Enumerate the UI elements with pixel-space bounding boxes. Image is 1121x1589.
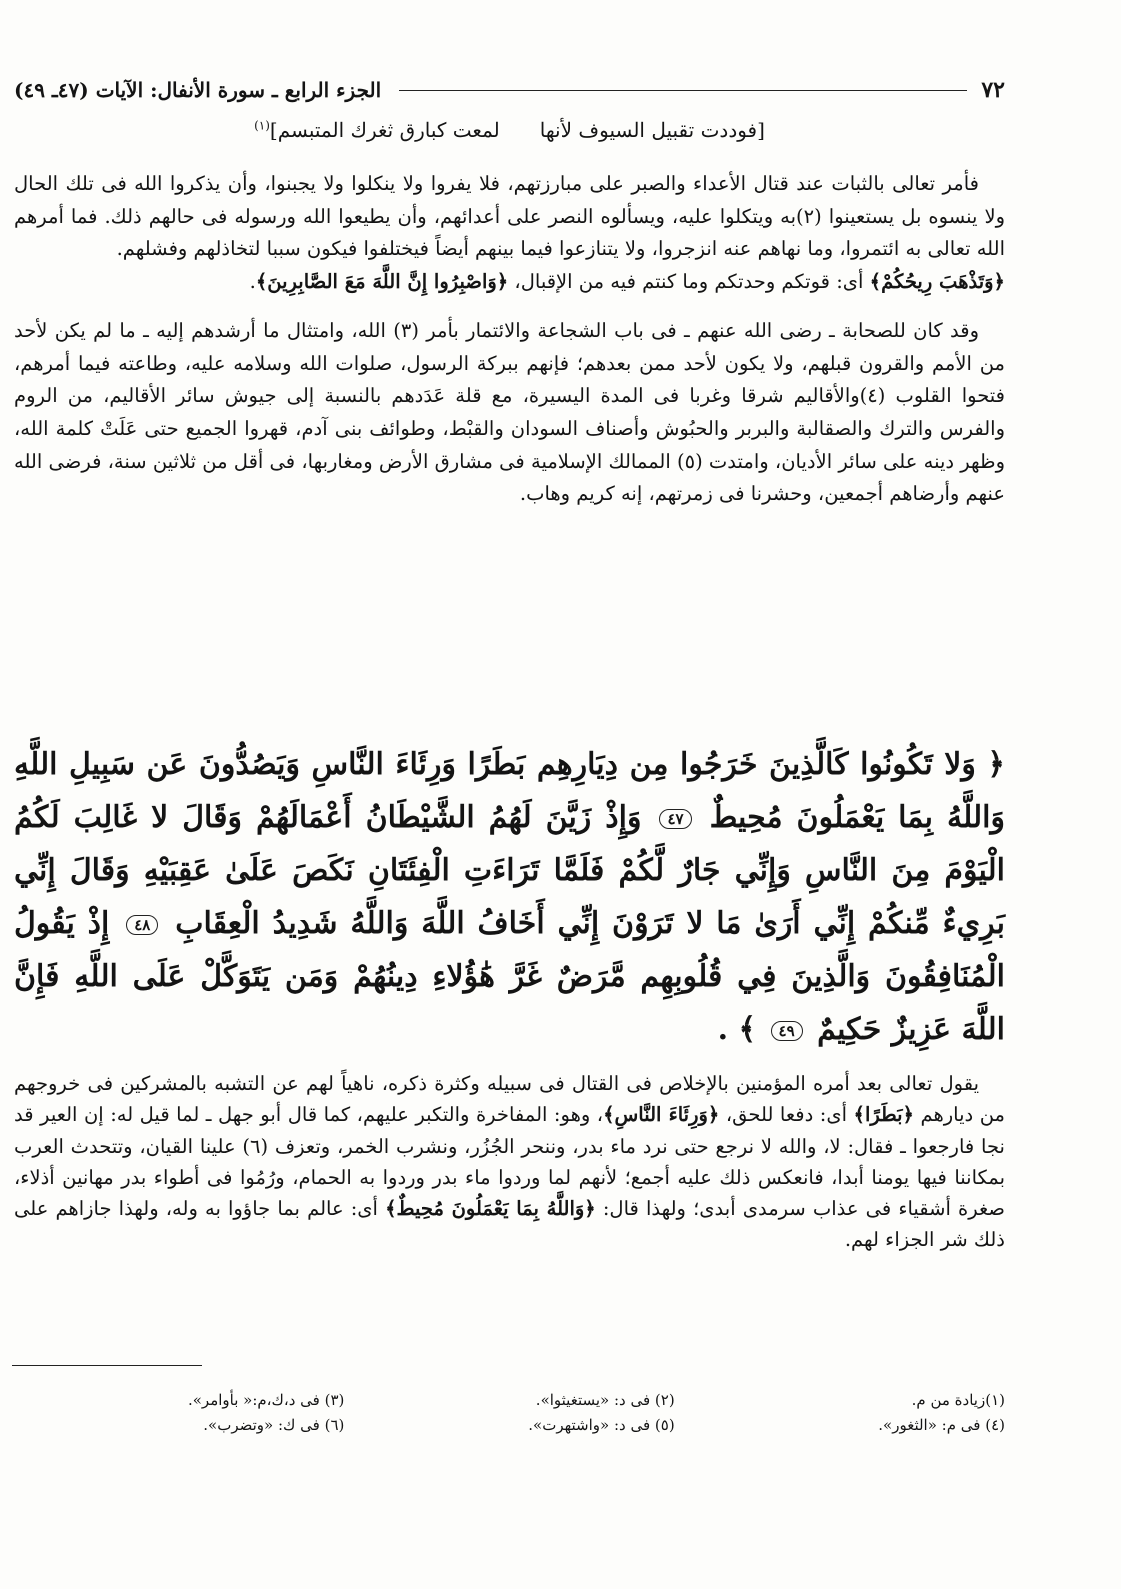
footnote: (٤) فى م: «الثغور». [878, 1416, 1005, 1434]
commentary-block-1 [14, 168, 1005, 511]
ayah-number: ٤٩ [771, 1021, 803, 1041]
footnote: (٥) فى د: «واشتهرت». [528, 1416, 675, 1434]
header-rule [399, 90, 967, 91]
paragraph: وقد كان للصحابة ـ رضى الله عنهم ـ فى باب الشجاعة والائتمار بأمر (٣) الله، وامتثال ما أرشدهم إليه ـ ما لم يكن لأحد من الأمم والقرون قبلهم، ولا يكون لأحد ممن بعدهم؛ فإنهم ببركة الرسول، صلوات الله وسلامه عليه، وطاعته فيما أمرهم، فتحوا القلوب (٤)والأقاليم شرقا وغربا فى المدة اليسيرة، مع قلة عَدَدهم بالنسبة إلى جيوش سائر الأقاليم، من الروم والفرس والترك والصقالبة والبربر والحبُوش وأصناف السودان والقبْط، وطوائف بنى آدم، قهروا الجميع حتى عَلَتْ كلمة الله، وظهر دينه على سائر الأديان، وامتدت (٥) الممالك الإسلامية فى مشارق الأرض ومغاربها، فى أقل من ثلاثين سنة، فرضى الله عنهم وأرضاهم أجمعين، وحشرنا فى زمرتهم، إنه كريم وهاب. [14, 318, 1005, 506]
paragraph-text: ، وهو: المفاخرة والتكبر عليهم، كما قال أبو جهل ـ لما قيل له: إن العير قد نجا فارجعوا ـ فقال: لا، والله لا نرجع حتى نرد ماء بدر، وننحر الجُزُر، ونشرب الخمر، وتعزف (٦) علينا القيان، وتتحدث العرب بمكاننا فيها يومنا أبدا، فانعكس ذلك عليه أجمع؛ لأنهم لما وردوا ماء بدر وردوا به الحمام، ورُمُوا فى أطواء بدر مهانين أذلاء، صغرة أشقياء فى عذاب سرمدى أبدى؛ ولهذا قال: [14, 1103, 1005, 1221]
footnote: (٢) فى د: «يستغيثوا». [535, 1391, 675, 1409]
header-title: الجزء الرابع ـ سورة الأنفال: الآيات (٤٧ـ ٤٩) [14, 78, 382, 102]
quran-quote: ﴿وَاصْبِرُوا إِنَّ اللَّهَ مَعَ الصَّابِرِينَ﴾ [255, 270, 509, 294]
footnote: (٦) فى ك: «وتضرب». [203, 1416, 345, 1434]
quran-quote: ﴿وَاللَّهُ بِمَا يَعْمَلُونَ مُحِيطٌ﴾ [385, 1197, 596, 1221]
footnote: (٣) فى د،ك،م:« بأوامر». [187, 1391, 345, 1409]
paragraph-text: يقول تعالى بعد أمره المؤمنين بالإخلاص فى القتال فى سبيله وكثرة ذكره، ناهياً لهم عن التشبه بالمشركين فى خروجهم من ديارهم [14, 1072, 1005, 1127]
quran-text: إِذْ يَقُولُ الْمُنَافِقُونَ وَالَّذِينَ فِي قُلُوبِهِم مَّرَضٌ غَرَّ هَٰؤُلاءِ دِينُهُمْ وَمَن يَتَوَكَّلْ عَلَى اللَّهِ فَإِنَّ اللَّهَ عَزِيزٌ حَكِيمٌ [14, 906, 1005, 1047]
quran-close: ﴾ . [717, 1012, 757, 1047]
paragraph-text: . [249, 270, 256, 294]
paragraph [14, 1068, 1005, 1256]
paragraph [14, 266, 1005, 299]
paragraph-text: أى: عالم بما جاؤوا به وله، ولهذا جازاهم على ذلك شر الجزاء لهم. [14, 1197, 1005, 1252]
quran-quote: ﴿وَرِئَاءَ النَّاسِ﴾ [603, 1103, 720, 1127]
footnote-rule [12, 1365, 202, 1366]
page-number: ٧٢ [981, 77, 1005, 103]
footnotes [14, 1388, 1005, 1438]
quran-quote: ﴿وَتَذْهَبَ رِيحُكُمْ﴾ [869, 270, 1005, 294]
quran-text: وَإِذْ زَيَّنَ لَهُمُ الشَّيْطَانُ أَعْمَالَهُمْ وَقَالَ لا غَالِبَ لَكُمُ الْيَوْمَ مِنَ النَّاسِ وَإِنِّي جَارٌ لَّكُمْ فَلَمَّا تَرَاءَتِ الْفِئَتَانِ نَكَصَ عَلَىٰ عَقِبَيْهِ وَقَالَ إِنِّي بَرِيءٌ مِّنكُمْ إِنِّي أَرَىٰ مَا لا تَرَوْنَ إِنِّي أَخَافُ اللَّهَ وَاللَّهُ شَدِيدُ الْعِقَابِ [14, 800, 1006, 941]
footnote-mark: (١) [254, 118, 270, 133]
poem-hemistich-1: [فوددت تقبيل السيوف لأنها [539, 118, 765, 142]
ayah-number: ٤٨ [126, 915, 158, 935]
poem-hemistich-2: لمعت كبارق ثغرك المتبسم] [269, 118, 500, 142]
commentary-block-2 [14, 1068, 1005, 1256]
quran-text: ﴿ وَلا تَكُونُوا كَالَّذِينَ خَرَجُوا مِن دِيَارِهِم بَطَرًا وَرِئَاءَ النَّاسِ وَيَصُدُّونَ عَن سَبِيلِ اللَّهِ وَاللَّهُ بِمَا يَعْمَلُونَ مُحِيطٌ [14, 747, 1005, 835]
quran-verses [14, 738, 1005, 1056]
quran-quote: ﴿بَطَرًا﴾ [853, 1103, 914, 1127]
footnote: (١)زيادة من م. [911, 1391, 1005, 1409]
paragraph-text: أى: دفعا للحق، [719, 1103, 854, 1127]
ayah-number: ٤٧ [659, 809, 691, 829]
running-header [14, 70, 1005, 110]
paragraph: فأمر تعالى بالثبات عند قتال الأعداء والصبر على مبارزتهم، فلا يفروا ولا ينكلوا ولا يجبنوا، وأن يذكروا الله فى تلك الحال ولا ينسوه بل يستعينوا (٢)به ويتكلوا عليه، ويسألوه النصر على أعدائهم، وأن يطيعوا الله ورسوله فى حالهم ذلك. فما أمرهم الله تعالى به ائتمروا، وما نهاهم عنه انزجروا، ولا يتنازعوا فيما بينهم أيضاً فيختلفوا فيكون سببا لتخاذلهم وفشلهم. [14, 172, 1006, 261]
paragraph-text: أى: قوتكم وحدتكم وما كنتم فيه من الإقبال، [508, 270, 870, 294]
poem-verse [14, 118, 1005, 142]
